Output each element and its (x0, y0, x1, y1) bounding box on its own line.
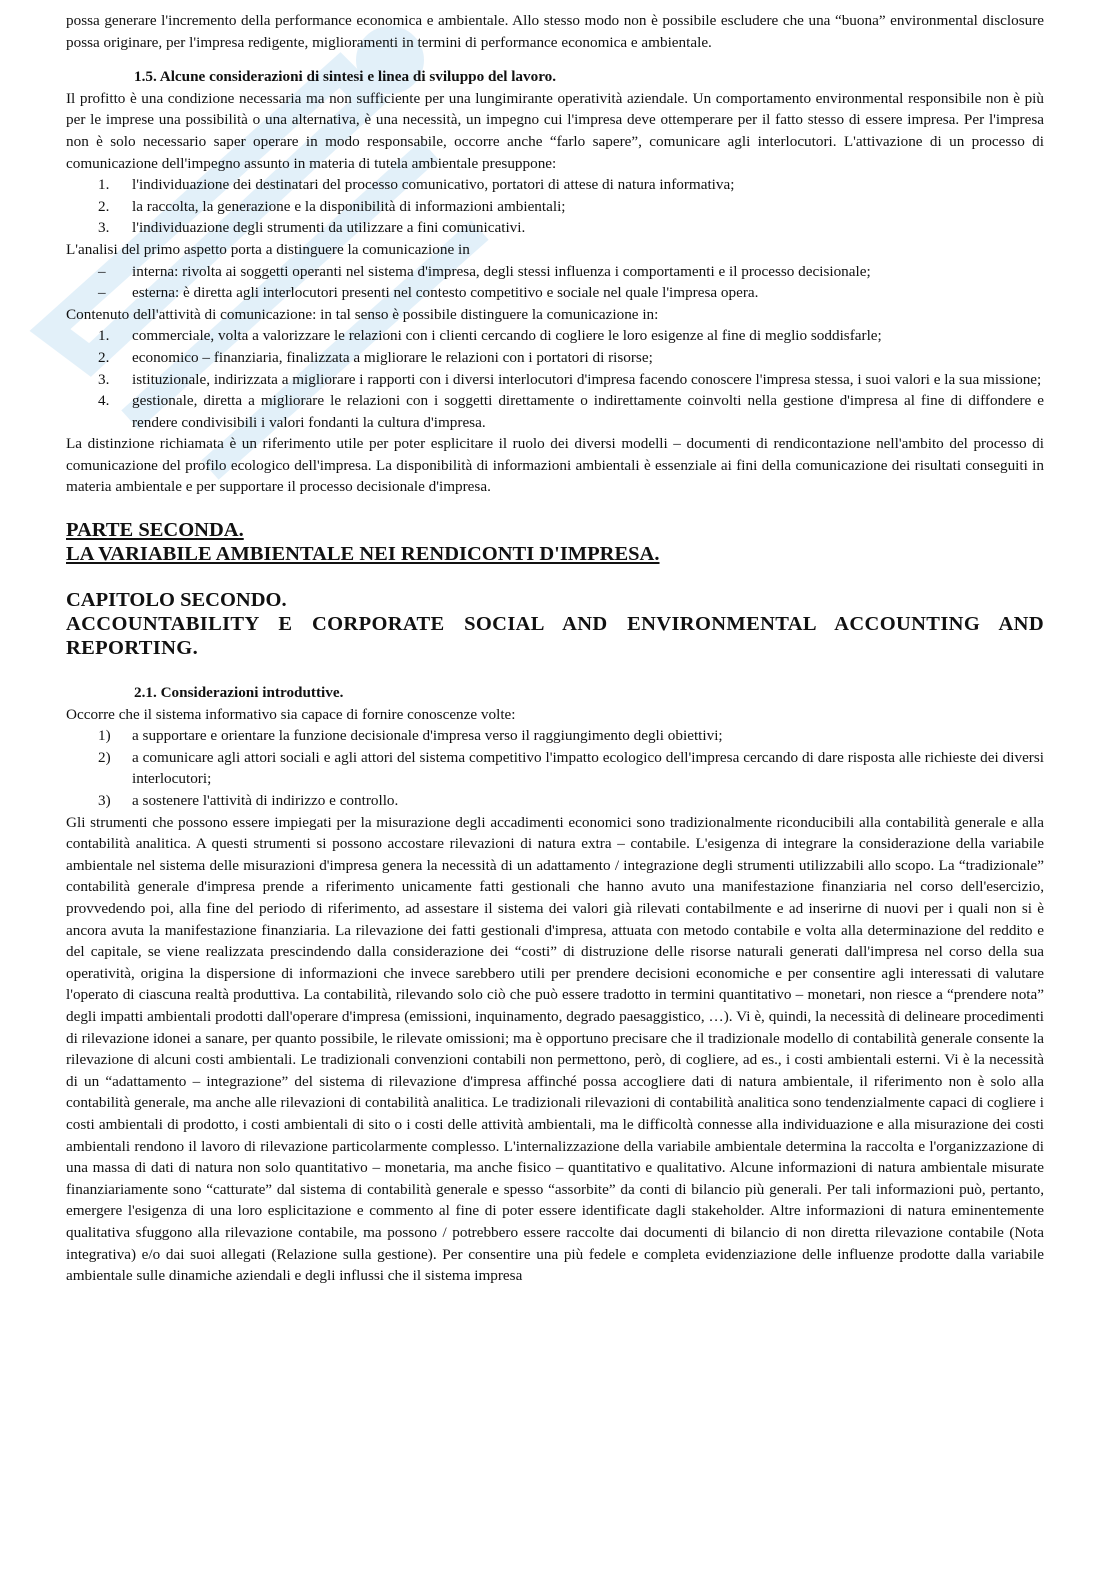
part-two-title (66, 518, 1044, 566)
intro-paragraph: possa generare l'incremento della performance economica e ambientale. Allo stesso modo non è possibile escludere che una “buona” environmental disclosure possa originare, per l'impresa redigente, miglioramenti in termini di performance economica e ambientale. (66, 12, 1044, 51)
list-marker: 2. (98, 197, 110, 215)
list-marker: – (98, 284, 106, 302)
part-two-line-2: LA VARIABILE AMBIENTALE NEI RENDICONTI D'IMPRESA. (66, 543, 660, 566)
section-1-5-paragraph: Il profitto è una condizione necessaria ma non sufficiente per una lungimirante operatività aziendale. Un comportamento environmental responsibile non è più per le imprese una possibilità o una alternativa, è una necessità, un impegno cui l'impresa deve ottemperare per il fatto stesso di essere impresa. Per l'impresa non è solo necessario saper operare in modo responsabile, occorre anche “farlo sapere”, comunicare agli interlocutori. L'attivazione di un processo di comunicazione dell'impegno assunto in materia di tutela ambientale presuppone: (66, 89, 1044, 172)
list-item-text: l'individuazione degli strumenti da utilizzare a fini comunicativi. (132, 219, 526, 237)
list-marker: 3) (98, 792, 111, 810)
list-item-text: l'individuazione dei destinatari del processo comunicativo, portatori di attese di natura informativa; (132, 176, 735, 194)
list-marker: 1. (98, 176, 110, 194)
list-item (66, 261, 1044, 283)
list-item (66, 347, 1044, 369)
list-item (66, 196, 1044, 218)
list-item-text: a sostenere l'attività di indirizzo e controllo. (132, 792, 399, 810)
list-marker: – (98, 262, 106, 280)
list-marker: 4. (98, 392, 110, 410)
section-2-1-intro: Occorre che il sistema informativo sia capace di fornire conoscenze volte: (66, 705, 516, 723)
list-item (66, 725, 1044, 747)
list-item-text: commerciale, volta a valorizzare le relazioni con i clienti cercando di cogliere le loro esigenze al fine di meglio soddisfarle; (132, 327, 882, 345)
list-item (66, 174, 1044, 196)
list-item-text: istituzionale, indirizzata a migliorare i rapporti con i diversi interlocutori d'impresa facendo conoscere l'impresa stessa, i suoi valori e la sua missione; (132, 370, 1042, 388)
list-item-text: esterna: è diretta agli interlocutori presenti nel contesto competitivo e sociale nel quale l'impresa opera. (132, 284, 759, 302)
list-item (66, 790, 1044, 812)
list-item-text: interna: rivolta ai soggetti operanti nel sistema d'impresa, degli stessi influenza i comportamenti e il processo decisionale; (132, 262, 871, 280)
list-d (66, 725, 1044, 811)
list-c (66, 325, 1044, 433)
list-item-text: a comunicare agli attori sociali e agli attori del sistema competitivo l'impatto ecologico dell'impresa cercando di dare risposta alle richieste dei diversi interlocutori; (132, 748, 1044, 788)
list-item (66, 369, 1044, 391)
document-page (66, 10, 1044, 1287)
section-2-1-heading: 2.1. Considerazioni introduttive. (134, 684, 344, 702)
list-a (66, 174, 1044, 239)
list-item-text: gestionale, diretta a migliorare le relazioni con i soggetti direttamente o indirettamente coinvolti nella gestione d'impresa al fine di diffondere e rendere condivisibili i valori fondanti la cultura d'impresa. (132, 392, 1044, 431)
list-item (66, 282, 1044, 304)
list-marker: 3. (98, 219, 110, 237)
content-line: Contenuto dell'attività di comunicazione: in tal senso è possibile distinguere la comunicazione in: (66, 305, 659, 323)
chapter-two-title: CAPITOLO SECONDO. (66, 589, 287, 612)
analysis-line: L'analisi del primo aspetto porta a distinguere la comunicazione in (66, 240, 470, 258)
list-marker: 1) (98, 727, 111, 745)
list-item (66, 325, 1044, 347)
closing-paragraph: La distinzione richiamata è un riferimento utile per poter esplicitare il ruolo dei diversi modelli – documenti di rendicontazione nell'ambito del processo di comunicazione del profilo ecologico dell'impresa. La disponibilità di informazioni ambientali è essenziale ai fini della comunicazione dei risultati conseguiti in materia ambientale e per supportare il processo decisionale d'impresa. (66, 435, 1044, 496)
list-marker: 2. (98, 348, 110, 366)
list-marker: 2) (98, 748, 111, 766)
list-marker: 1. (98, 327, 110, 345)
chapter-two-subtitle: ACCOUNTABILITY E CORPORATE SOCIAL AND ENVIRONMENTAL ACCOUNTING AND REPORTING. (66, 613, 1044, 660)
list-item (66, 390, 1044, 433)
list-b (66, 261, 1044, 304)
list-item-text: economico – finanziaria, finalizzata a migliorare le relazioni con i portatori di risorse; (132, 348, 653, 366)
section-2-1-body: Gli strumenti che possono essere impiegati per la misurazione degli accadimenti economici sono tradizionalmente riconducibili alla contabilità generale e alla contabilità analitica. A questi strumenti si possono accostare rilevazioni di natura extra – contabile. L'esigenza di integrare la considerazione della variabile ambientale nel sistema delle misurazioni d'impresa genera la necessità di un adattamento / integrazione degli strumenti utilizzabili allo scopo. La “tradizionale” contabilità generale d'impresa prende a riferimento unicamente fatti gestionali che hanno avuto una manifestazione finanziaria nel corso dell'esercizio, provvedendo poi, alla fine del periodo di riferimento, ad assestare il sistema dei valori già rilevati contabilmente e ad inserirne di nuovi per i quali non si è ancora avuta la manifestazione finanziaria. La rilevazione dei fatti gestionali d'impresa, attuata con metodo contabile e volta alla determinazione del reddito e del capitale, se viene realizzata prescindendo dalla considerazione dei “costi” di distruzione delle risorse naturali generati dall'impresa nel corso della sua operatività, origina la dispersione di informazioni che invece sarebbero utili per prendere decisioni economiche e per consentire agli interessati di valutare l'operato di ciascuna realtà produttiva. La contabilità, rilevando solo ciò che può essere tradotto in termini quantitativo – monetari, non riesce a “prendere nota” degli impatti ambientali prodotti dall'operare d'impresa (emissioni, inquinamento, degrado paesaggistico, …). Vi è, quindi, la necessità di delineare procedimenti di rilevazione idonei a sanare, per quanto possibile, le rilevate omissioni; ma è opportuno precisare che il tradizionale modello di contabilità generale consente la rilevazione di alcuni costi ambientali. Le tradizionali convenzioni contabili non permettono, però, di cogliere, ad es., i costi ambientali esterni. Vi è la necessità di un “adattamento – integrazione” del sistema di rilevazione d'impresa affinché possa accogliere dati di natura ambientale, il riferimento non è solo alla contabilità generale, ma anche alle rilevazioni di contabilità analitica. Le tradizionali rilevazioni di contabilità analitica sono tendenzialmente capaci di cogliere i costi ambientali di prodotto, i costi ambientali di sito o i costi delle attività ambientali, ma le difficoltà connesse alla individuazione e alla misurazione dei costi ambientali rendono il lavoro di rilevazione particolarmente complesso. L'internalizzazione della variabile ambientale determina la raccolta e l'organizzazione di una massa di dati di natura non solo quantitativo – monetaria, ma anche fisico – quantitativo e qualitativo. Alcune informazioni di natura ambientale misurate finanziariamente sono “catturate” dal sistema di contabilità generale e spesso “assorbite” da conti di bilancio più generali. Per tali informazioni può, pertanto, emergere l'esigenza di una loro esplicitazione e commento al fine di poter essere identificate dagli stakeholder. Altre informazioni di natura eminentemente qualitativa sfuggono alla rilevazione contabile, ma possono / potrebbero essere raccolte dai documenti di bilancio di non diretta rilevazione contabile (Nota integrativa) e/o dai suoi allegati (Relazione sulla gestione). Per consentire una più fedele e completa evidenziazione delle influenze prodotte dalla variabile ambientale sulle dinamiche aziendali e degli influssi che il sistema impresa (66, 813, 1044, 1285)
list-item-text: la raccolta, la generazione e la disponibilità di informazioni ambientali; (132, 197, 566, 215)
list-item (66, 747, 1044, 790)
section-1-5-heading: 1.5. Alcune considerazioni di sintesi e linea di sviluppo del lavoro. (134, 68, 557, 86)
list-item (66, 217, 1044, 239)
list-marker: 3. (98, 370, 110, 388)
list-item-text: a supportare e orientare la funzione decisionale d'impresa verso il raggiungimento degli obiettivi; (132, 727, 723, 745)
part-two-line-1: PARTE SECONDA. (66, 519, 244, 542)
